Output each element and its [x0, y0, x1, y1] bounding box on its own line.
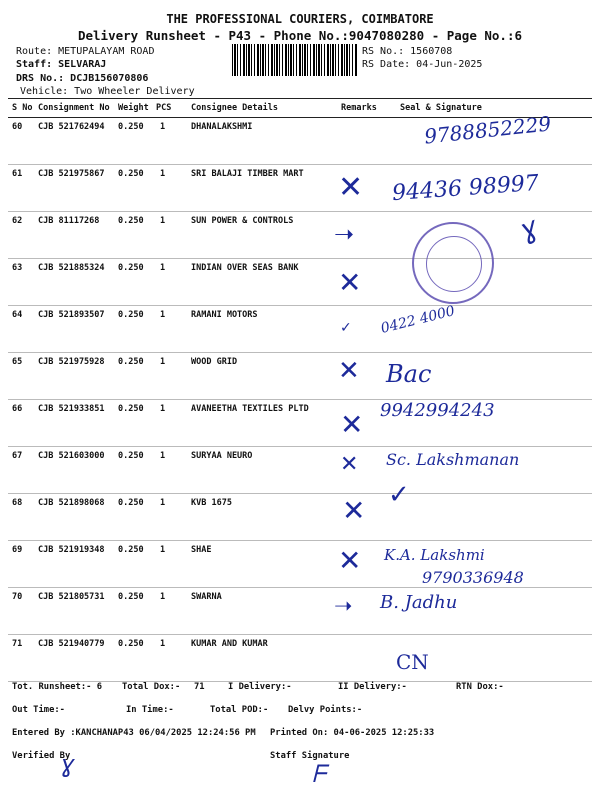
- table-row: [8, 494, 592, 541]
- signature-66: 9942994243: [380, 400, 495, 421]
- signature-71: CN: [396, 650, 429, 674]
- cell-pcs: 1: [160, 310, 166, 320]
- cell-consignee: RAMANI MOTORS: [191, 310, 258, 320]
- cell-pcs: 1: [160, 592, 166, 602]
- cell-weight: 0.250: [118, 357, 144, 367]
- col-consignee: Consignee Details: [191, 103, 278, 113]
- cell-pcs: 1: [160, 404, 166, 414]
- rs-number: RS No.: 1560708: [362, 46, 453, 57]
- company-title: THE PROFESSIONAL COURIERS, COIMBATORE: [166, 12, 434, 26]
- stamp-signature-icon: ɣ: [514, 210, 543, 247]
- rtn-dox: RTN Dox:-: [456, 682, 504, 692]
- cell-weight: 0.250: [118, 592, 144, 602]
- printed-on: Printed On: 04-06-2025 12:25:33: [270, 728, 435, 738]
- cell-sno: 63: [12, 263, 23, 273]
- cell-pcs: 1: [160, 451, 166, 461]
- arrow-mark-icon: ➝: [334, 594, 353, 619]
- cell-consignment: CJB 81117268: [38, 216, 100, 226]
- cell-pcs: 1: [160, 216, 166, 226]
- cell-consignment: CJB 521603000: [38, 451, 105, 461]
- vehicle-text: Vehicle: Two Wheeler Delivery: [20, 86, 195, 97]
- tick-mark-icon: ✓: [340, 320, 352, 336]
- cell-pcs: 1: [160, 169, 166, 179]
- table-row: [8, 400, 592, 447]
- table-row: [8, 588, 592, 635]
- cross-mark-icon: ✕: [340, 452, 359, 477]
- cell-pcs: 1: [160, 545, 166, 555]
- barcode-image: [232, 44, 358, 76]
- col-remarks: Remarks: [341, 103, 377, 113]
- cell-consignment: CJB 521919348: [38, 545, 105, 555]
- runsheet-subtitle: Delivery Runsheet - P43 - Phone No.:9047080280 - Page No.:6: [77, 28, 522, 43]
- cell-consignee: SRI BALAJI TIMBER MART: [191, 169, 304, 179]
- cell-consignment: CJB 521898068: [38, 498, 105, 508]
- cell-consignee: INDIAN OVER SEAS BANK: [191, 263, 299, 273]
- tot-runsheet: Tot. Runsheet:- 6: [12, 682, 103, 692]
- cell-weight: 0.250: [118, 451, 144, 461]
- table-row: [8, 635, 592, 682]
- i-delivery: I Delivery:-: [228, 682, 292, 692]
- table-row: [8, 353, 592, 400]
- cell-consignee: WOOD GRID: [191, 357, 238, 367]
- total-pod: Total POD:-: [210, 705, 269, 715]
- tick-mark-icon: ✓: [388, 480, 410, 510]
- cell-weight: 0.250: [118, 639, 144, 649]
- signature-61: 94436 98997: [391, 170, 540, 207]
- cell-weight: 0.250: [118, 404, 144, 414]
- staff-signature-icon: ᖴ: [312, 760, 327, 788]
- cell-weight: 0.250: [118, 122, 144, 132]
- cell-weight: 0.250: [118, 169, 144, 179]
- cell-sno: 65: [12, 357, 23, 367]
- cell-weight: 0.250: [118, 545, 144, 555]
- table-row: [8, 306, 592, 353]
- signature-69-phone: 9790336948: [422, 568, 524, 587]
- table-row: [8, 259, 592, 306]
- arrow-mark-icon: ➝: [334, 220, 355, 248]
- cell-sno: 61: [12, 169, 23, 179]
- staff-text: Staff: SELVARAJ: [16, 59, 107, 70]
- cell-weight: 0.250: [118, 310, 144, 320]
- verified-signature-icon: ɣ: [60, 750, 75, 778]
- table-header: [8, 98, 592, 118]
- cell-pcs: 1: [160, 498, 166, 508]
- delvy-points: Delvy Points:-: [288, 705, 363, 715]
- cell-weight: 0.250: [118, 216, 144, 226]
- cell-sno: 62: [12, 216, 23, 226]
- signature-69-name: K.A. Lakshmi: [384, 546, 485, 564]
- cross-mark-icon: ✕: [338, 170, 364, 205]
- cell-sno: 67: [12, 451, 23, 461]
- cell-consignee: SUN POWER & CONTROLS: [191, 216, 294, 226]
- cell-sno: 71: [12, 639, 23, 649]
- cell-consignment: CJB 521940779: [38, 639, 105, 649]
- cell-sno: 66: [12, 404, 23, 414]
- col-consignment: Consignment No: [38, 103, 110, 113]
- cell-pcs: 1: [160, 357, 166, 367]
- cell-consignment: CJB 521762494: [38, 122, 105, 132]
- cell-consignee: SHAE: [191, 545, 212, 555]
- in-time: In Time:-: [126, 705, 174, 715]
- col-sno: S No: [12, 103, 33, 113]
- col-pcs: PCS: [156, 103, 172, 113]
- cell-consignee: DHANALAKSHMI: [191, 122, 253, 132]
- staff-signature-label: Staff Signature: [270, 751, 350, 761]
- cross-mark-icon: ✕: [342, 494, 366, 527]
- cross-mark-icon: ✕: [340, 408, 364, 441]
- cell-consignee: KVB 1675: [191, 498, 232, 508]
- ii-delivery: II Delivery:-: [338, 682, 407, 692]
- total-dox-label: Total Dox:-: [122, 682, 181, 692]
- cell-pcs: 1: [160, 122, 166, 132]
- cross-mark-icon: ✕: [338, 266, 362, 299]
- cell-consignment: CJB 521805731: [38, 592, 105, 602]
- runsheet-table: [8, 118, 592, 682]
- cell-pcs: 1: [160, 263, 166, 273]
- rs-date: RS Date: 04-Jun-2025: [362, 59, 483, 70]
- cell-consignment: CJB 521933851: [38, 404, 105, 414]
- out-time: Out Time:-: [12, 705, 65, 715]
- col-weight: Weight: [118, 103, 149, 113]
- cell-consignment: CJB 521975928: [38, 357, 105, 367]
- cell-sno: 60: [12, 122, 23, 132]
- signature-64: 0422 4000: [379, 303, 457, 337]
- verified-by-label: Verified By: [12, 751, 71, 761]
- cell-sno: 69: [12, 545, 23, 555]
- route-text: Route: METUPALAYAM ROAD: [16, 46, 155, 57]
- cell-consignment: CJB 521975867: [38, 169, 105, 179]
- col-seal-signature: Seal & Signature: [400, 103, 482, 113]
- entered-by: Entered By :KANCHANAP43 06/04/2025 12:24:56 PM: [12, 728, 256, 738]
- cell-weight: 0.250: [118, 263, 144, 273]
- cross-mark-icon: ✕: [338, 356, 360, 386]
- signature-65: Bac: [386, 360, 432, 388]
- signature-70: B. Jadhu: [380, 592, 458, 613]
- total-dox-value: 71: [194, 682, 205, 692]
- cell-consignee: AVANEETHA TEXTILES PLTD: [191, 404, 309, 414]
- table-row: [8, 212, 592, 259]
- cell-sno: 64: [12, 310, 23, 320]
- signature-60: 9788852229: [423, 111, 553, 149]
- cell-consignee: KUMAR AND KUMAR: [191, 639, 268, 649]
- seal-stamp: [412, 222, 494, 304]
- drs-number: DRS No.: DCJB156070806: [16, 73, 149, 84]
- cell-sno: 68: [12, 498, 23, 508]
- cell-consignment: CJB 521885324: [38, 263, 105, 273]
- cell-consignee: SURYAA NEURO: [191, 451, 253, 461]
- signature-67: Sc. Lakshmanan: [386, 450, 520, 469]
- cell-pcs: 1: [160, 639, 166, 649]
- cell-weight: 0.250: [118, 498, 144, 508]
- cell-consignee: SWARNA: [191, 592, 222, 602]
- cell-consignment: CJB 521893507: [38, 310, 105, 320]
- cell-sno: 70: [12, 592, 23, 602]
- cross-mark-icon: ✕: [338, 544, 362, 577]
